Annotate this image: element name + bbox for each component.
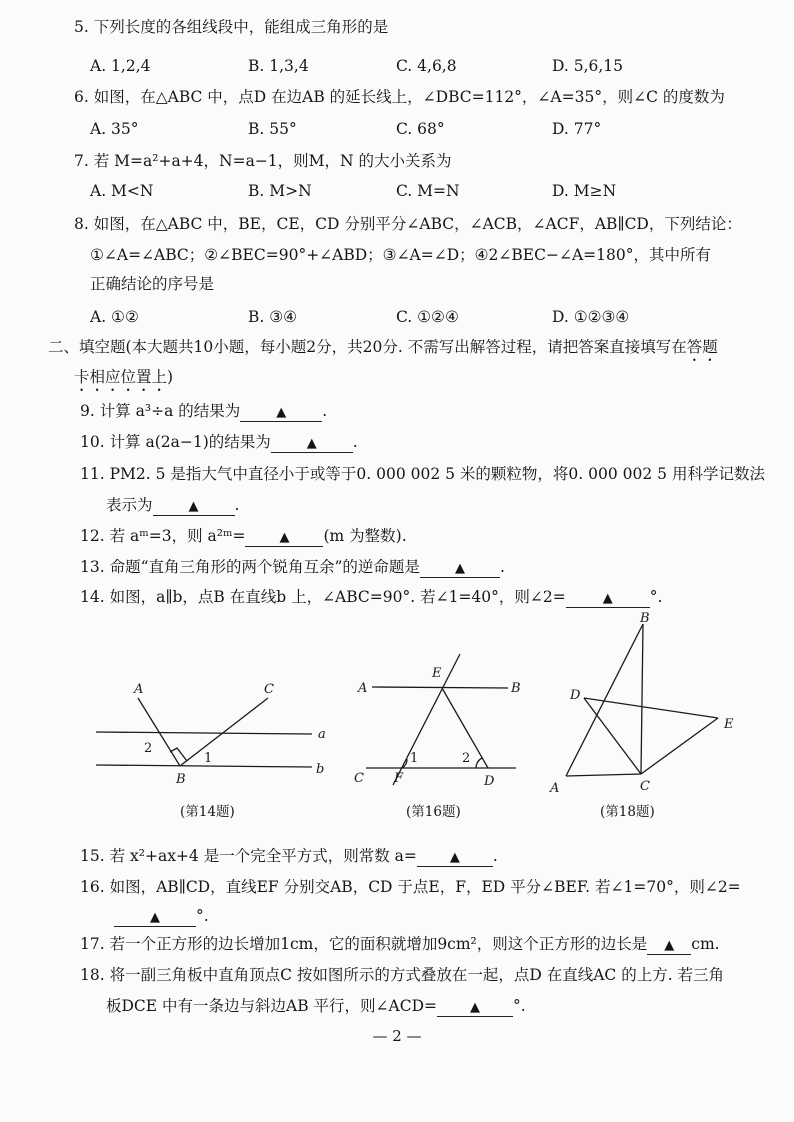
q18-text: 板DCE 中有一条边与斜边AB 平行，则∠ACD= xyxy=(106,997,437,1015)
q8-stem-line1: 8. 如图，在△ABC 中，BE，CE，CD 分别平分∠ABC，∠ACB，∠ACF，AB∥CD，下列结论： xyxy=(74,215,742,233)
segment-de xyxy=(584,698,718,718)
q15-text: 15. 若 x²+ax+4 是一个完全平方式，则常数 a= xyxy=(80,847,417,865)
answer-mark: ▲ xyxy=(449,850,460,865)
line-ab xyxy=(372,687,508,688)
fig18-label-e: E xyxy=(724,717,734,732)
q6-option-c: C. 68° xyxy=(396,120,445,138)
q11-end: . xyxy=(234,496,240,514)
fig14-label-c-point: C xyxy=(264,682,274,697)
q8-stem-line3: 正确结论的序号是 xyxy=(90,275,215,293)
q18-line1: 18. 将一副三角板中直角顶点C 按如图所示的方式叠放在一起，点D 在直线AC 的上方. 若三角 xyxy=(80,966,725,984)
fig14-label-b-point: B xyxy=(176,772,186,787)
q14-answer-blank[interactable] xyxy=(566,589,650,608)
q9-text: 9. 计算 a³÷a 的结果为 xyxy=(80,402,241,420)
segment-ac xyxy=(566,774,641,776)
q8-option-a: A. ①② xyxy=(90,308,139,326)
q5-option-a: A. 1,2,4 xyxy=(90,57,151,75)
answer-mark: ▲ xyxy=(279,530,290,545)
q18-end: °. xyxy=(513,997,526,1015)
segment-dc xyxy=(584,698,641,774)
q10-text: 10. 计算 a(2a−1)的结果为 xyxy=(80,433,271,451)
q15 xyxy=(80,845,498,867)
q9-answer-blank[interactable] xyxy=(240,403,322,422)
q8-option-c: C. ①②④ xyxy=(396,308,459,326)
q10-answer-blank[interactable] xyxy=(271,434,353,453)
fig18-label-d: D xyxy=(570,688,581,703)
q5-option-c: C. 4,6,8 xyxy=(396,57,457,75)
fig18-label-c: C xyxy=(640,779,650,794)
q8-option-d: D. ①②③④ xyxy=(552,308,630,326)
section2-heading-text: 二、填空题(本大题共10小题，每小题2分，共20分. 不需写出解答过程，请把答案直接填写在 xyxy=(48,338,687,356)
q12-text: 12. 若 aᵐ=3，则 a²ᵐ= xyxy=(80,527,246,545)
q7-option-c: C. M=N xyxy=(396,182,460,200)
q16-line1: 16. 如图，AB∥CD，直线EF 分别交AB，CD 于点E，F，ED 平分∠BEF. 若∠1=70°，则∠2= xyxy=(80,878,741,896)
q6-option-b: B. 55° xyxy=(248,120,297,138)
q13-answer-blank[interactable] xyxy=(420,559,500,578)
q11-answer-blank[interactable] xyxy=(153,497,235,516)
answer-mark: ▲ xyxy=(306,436,317,451)
q14-text: 14. 如图，a∥b，点B 在直线b 上，∠ABC=90°. 若∠1=40°，则∠2= xyxy=(80,588,566,606)
q9 xyxy=(80,400,327,422)
q11-line2 xyxy=(106,494,239,516)
fig14-label-angle1: 1 xyxy=(204,751,213,766)
q7-option-b: B. M>N xyxy=(248,182,312,200)
q7-option-d: D. M≥N xyxy=(552,182,617,200)
q5-option-b: B. 1,3,4 xyxy=(248,57,309,75)
segment-bc xyxy=(641,624,643,774)
q6-option-a: A. 35° xyxy=(90,120,139,138)
q8-stem-line2: ①∠A=∠ABC；②∠BEC=90°+∠ABD；③∠A=∠D；④2∠BEC−∠A=180°，其中所有 xyxy=(90,246,711,264)
q16-end: °. xyxy=(196,907,209,925)
q11-text: 表示为 xyxy=(106,496,153,514)
q18-line2 xyxy=(106,995,526,1017)
q14-end: °. xyxy=(649,588,663,606)
q8-option-b: B. ③④ xyxy=(248,308,298,326)
section2-emphasis-2: 卡相应位置上 xyxy=(74,368,168,386)
answer-mark: ▲ xyxy=(188,499,199,514)
q15-answer-blank[interactable] xyxy=(417,848,493,867)
page-number: — 2 — xyxy=(372,1027,422,1045)
answer-mark: ▲ xyxy=(664,938,675,953)
fig16-label-b: B xyxy=(511,681,521,696)
fig14-label-angle2: 2 xyxy=(144,741,153,756)
fig14-label-a-point: A xyxy=(134,682,144,697)
q16-answer-blank[interactable] xyxy=(114,908,196,927)
fig18-label-b: B xyxy=(640,611,650,626)
segment-ec xyxy=(641,718,718,774)
q7-stem: 7. 若 M=a²+a+4，N=a−1，则M，N 的大小关系为 xyxy=(74,152,452,170)
fig14-label-line-b: b xyxy=(316,762,325,777)
fig16-label-e: E xyxy=(432,666,442,681)
fig18-label-a: A xyxy=(550,781,560,796)
line-a xyxy=(96,732,312,734)
q10 xyxy=(80,431,358,453)
q6-stem: 6. 如图，在△ABC 中，点D 在边AB 的延长线上，∠DBC=112°，∠A=35°，则∠C 的度数为 xyxy=(74,88,725,106)
q13 xyxy=(80,556,505,578)
fig16-label-a: A xyxy=(358,681,368,696)
section2-heading-line2 xyxy=(74,366,173,395)
fig18-caption: (第18题) xyxy=(600,804,655,820)
fig16-label-d: D xyxy=(484,774,495,789)
fig14-label-line-a: a xyxy=(318,727,326,742)
q16-line2 xyxy=(114,905,209,927)
q12 xyxy=(80,525,407,547)
q11-line1: 11. PM2. 5 是指大气中直径小于或等于0. 000 002 5 米的颗粒物，将0. 000 002 5 用科学记数法 xyxy=(80,465,765,483)
angle2-arc xyxy=(476,758,482,768)
q9-end: . xyxy=(322,402,328,420)
fig16-label-angle2: 2 xyxy=(462,751,471,766)
fig14-caption: (第14题) xyxy=(180,804,235,820)
section2-heading-end: ) xyxy=(167,368,174,386)
q10-end: . xyxy=(352,433,358,451)
fig16-label-angle1: 1 xyxy=(410,751,419,766)
q5-stem: 5. 下列长度的各组线段中，能组成三角形的是 xyxy=(74,18,389,36)
fig16-caption: (第16题) xyxy=(406,804,461,820)
answer-mark: ▲ xyxy=(470,1000,480,1015)
q13-text: 13. 命题“直角三角形的两个锐角互余”的逆命题是 xyxy=(80,558,420,576)
q12-answer-blank[interactable] xyxy=(245,528,323,547)
q14 xyxy=(80,586,662,608)
q7-option-a: A. M<N xyxy=(90,182,154,200)
q17-answer-blank[interactable] xyxy=(647,936,691,955)
section2-heading-line1 xyxy=(48,336,718,365)
segment-bc xyxy=(180,698,268,766)
figure-18 xyxy=(566,624,718,776)
q13-end: . xyxy=(499,558,505,576)
q15-end: . xyxy=(492,847,498,865)
section2-emphasis-1: 答题 xyxy=(686,338,718,356)
q6-option-d: D. 77° xyxy=(552,120,602,138)
answer-mark: ▲ xyxy=(602,591,613,606)
answer-mark: ▲ xyxy=(150,910,160,925)
line-ef xyxy=(393,654,460,785)
fig16-label-f: F xyxy=(394,771,404,786)
answer-mark: ▲ xyxy=(276,405,287,420)
answer-mark: ▲ xyxy=(454,561,465,576)
fig16-label-c: C xyxy=(354,771,364,786)
q12-end: (m 为整数). xyxy=(323,527,407,545)
q5-option-d: D. 5,6,15 xyxy=(552,57,624,75)
q18-answer-blank[interactable] xyxy=(437,998,513,1017)
q17 xyxy=(80,933,720,955)
q17-end: cm. xyxy=(691,935,720,953)
q17-text: 17. 若一个正方形的边长增加1cm，它的面积就增加9cm²，则这个正方形的边长是 xyxy=(80,935,648,953)
figures-area xyxy=(0,610,794,850)
